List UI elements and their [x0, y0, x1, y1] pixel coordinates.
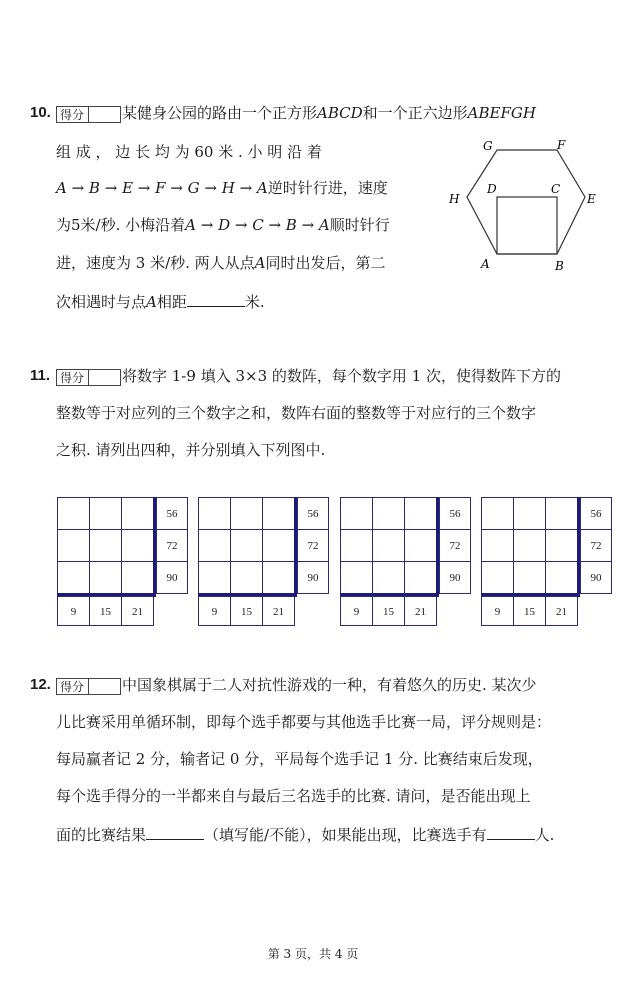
column-sum-label: 9	[340, 596, 373, 626]
q10-hexagon-label: ABEFGH	[467, 104, 536, 122]
q10-path-xiaomei: A → D → C → B → A	[185, 216, 330, 234]
q10-point-a: A	[254, 254, 266, 272]
q12-line3: 每局赢者记 2 分，输者记 0 分，平局每个选手记 1 分. 比赛结束后发现，	[56, 750, 543, 768]
grid-input-cell[interactable]	[372, 561, 405, 594]
q10-text-h: 次相遇时与点	[56, 293, 147, 311]
q10-answer-blank[interactable]	[187, 290, 245, 307]
label-d: D	[487, 182, 497, 196]
grid-input-cell[interactable]	[198, 561, 231, 594]
grid-input-cell[interactable]	[198, 529, 231, 562]
q11-line2: 整数等于对应列的三个数字之和，数阵右面的整数等于对应行的三个数字	[56, 404, 537, 422]
q12-text-c: 人.	[534, 826, 555, 844]
row-product-label: 90	[297, 561, 329, 594]
score-label: 得分	[60, 680, 85, 694]
grid-input-cell[interactable]	[372, 529, 405, 562]
square-shape	[497, 197, 557, 254]
q12-score-box	[56, 676, 121, 695]
q10-line3	[56, 178, 388, 198]
q10-text-d: 为5米/秒. 小梅沿着	[56, 216, 186, 234]
column-sum-label: 21	[262, 596, 295, 626]
grid-input-cell[interactable]	[262, 561, 295, 594]
grid-input-cell[interactable]	[89, 561, 122, 594]
row-product-label: 90	[580, 561, 612, 594]
row-product-label: 90	[439, 561, 471, 594]
grid-input-cell[interactable]	[121, 529, 154, 562]
grid-input-cell[interactable]	[57, 561, 90, 594]
q10-figure	[445, 135, 605, 275]
grid-input-cell[interactable]	[404, 561, 437, 594]
row-product-label: 56	[297, 497, 329, 530]
grid-input-cell[interactable]	[57, 497, 90, 530]
q10-line5	[56, 253, 386, 273]
grid-input-cell[interactable]	[340, 497, 373, 530]
grid-input-cell[interactable]	[513, 529, 546, 562]
grid-input-cell[interactable]	[372, 497, 405, 530]
q11-line3: 之积. 请列出四种，并分别填入下列图中.	[56, 441, 326, 459]
q12-line1: 中国象棋属于二人对抗性游戏的一种，有着悠久的历史. 某次少	[122, 676, 537, 694]
row-product-label: 72	[580, 529, 612, 562]
q10-text-i: 相距	[156, 293, 187, 311]
q10-line2: 组 成 ， 边 长 均 为 60 米 . 小 明 沿 着	[56, 143, 322, 161]
label-b: B	[555, 259, 564, 273]
q11-score-box	[56, 367, 121, 386]
column-sum-label: 15	[513, 596, 546, 626]
label-c: C	[551, 182, 561, 196]
row-product-label: 56	[580, 497, 612, 530]
grid-input-cell[interactable]	[404, 529, 437, 562]
grid-input-cell[interactable]	[121, 497, 154, 530]
q10-text-f: 进，速度为 3 米/秒. 两人从点	[56, 254, 255, 272]
q10-score-box	[56, 104, 121, 123]
q10-text-b: 和一个正六边形	[362, 104, 468, 122]
grid-input-cell[interactable]	[481, 561, 514, 594]
q10-number: 10.	[30, 104, 51, 121]
label-e: E	[587, 192, 596, 206]
column-sum-label: 21	[404, 596, 437, 626]
grid-thick-divider-horizontal	[57, 593, 156, 596]
q12-text-b: （填写能/不能），如果能出现，比赛选手有	[204, 826, 487, 844]
grid-thick-divider-vertical	[153, 497, 156, 597]
label-h: H	[449, 192, 460, 206]
score-label: 得分	[60, 371, 85, 385]
grid-input-cell[interactable]	[545, 561, 578, 594]
grid-thick-divider-horizontal	[481, 593, 580, 596]
hexagon-shape	[467, 150, 585, 254]
grid-input-cell[interactable]	[57, 529, 90, 562]
q12-line2: 儿比赛采用单循环制，即每个选手都要与其他选手比赛一局，评分规则是：	[56, 713, 552, 731]
column-sum-label: 9	[198, 596, 231, 626]
grid-thick-divider-vertical	[577, 497, 580, 597]
q11-line1: 将数字 1-9 填入 3×3 的数阵，每个数字用 1 次，使得数阵下方的	[122, 367, 561, 385]
row-product-label: 72	[439, 529, 471, 562]
q12-number: 12.	[30, 676, 51, 693]
grid-thick-divider-vertical	[294, 497, 297, 597]
label-a: A	[481, 257, 490, 271]
grid-input-cell[interactable]	[404, 497, 437, 530]
page-footer: 第 3 页，共 4 页	[267, 947, 359, 961]
q12-answer-blank-1[interactable]	[146, 823, 204, 840]
column-sum-label: 9	[481, 596, 514, 626]
q12-line4: 每个选手得分的一半都来自与最后三名选手的比赛. 请问，是否能出现上	[56, 787, 531, 805]
q10-square-label: ABCD	[317, 104, 363, 122]
label-f: F	[557, 138, 566, 152]
q10-text-c: 逆时针行进，速度	[267, 179, 388, 197]
column-sum-label: 21	[545, 596, 578, 626]
grid-input-cell[interactable]	[481, 529, 514, 562]
grid-input-cell[interactable]	[230, 529, 263, 562]
grid-input-cell[interactable]	[481, 497, 514, 530]
q12-line5	[56, 823, 554, 845]
q10-text-a: 某健身公园的路由一个正方形	[122, 104, 318, 122]
q10-text-g: 同时出发后，第二	[265, 254, 386, 272]
grid-input-cell[interactable]	[340, 561, 373, 594]
q10-path-xiaoming: A → B → E → F → G → H → A	[56, 179, 268, 197]
column-sum-label: 15	[230, 596, 263, 626]
q11-number: 11.	[30, 367, 51, 384]
q12-text-a: 面的比赛结果	[56, 826, 147, 844]
column-sum-label: 15	[89, 596, 122, 626]
row-product-label: 72	[156, 529, 188, 562]
column-sum-label: 15	[372, 596, 405, 626]
grid-input-cell[interactable]	[230, 561, 263, 594]
q10-point-a-2: A	[146, 293, 157, 311]
q10-line6	[56, 290, 265, 312]
grid-input-cell[interactable]	[545, 497, 578, 530]
q10-line4	[56, 215, 390, 235]
q12-answer-blank-2[interactable]	[487, 823, 535, 840]
row-product-label: 56	[156, 497, 188, 530]
grid-input-cell[interactable]	[198, 497, 231, 530]
column-sum-label: 21	[121, 596, 154, 626]
score-cell[interactable]	[88, 370, 117, 385]
grid-input-cell[interactable]	[230, 497, 263, 530]
score-cell[interactable]	[88, 679, 117, 694]
grid-input-cell[interactable]	[340, 529, 373, 562]
grid-thick-divider-vertical	[436, 497, 439, 597]
label-g: G	[483, 139, 493, 153]
grid-input-cell[interactable]	[262, 529, 295, 562]
row-product-label: 56	[439, 497, 471, 530]
grid-input-cell[interactable]	[89, 497, 122, 530]
row-product-label: 90	[156, 561, 188, 594]
grid-thick-divider-horizontal	[340, 593, 439, 596]
grid-input-cell[interactable]	[513, 561, 546, 594]
score-cell[interactable]	[88, 107, 117, 122]
grid-input-cell[interactable]	[513, 497, 546, 530]
score-label: 得分	[60, 108, 85, 122]
q10-text-j: 米.	[244, 293, 265, 311]
grid-input-cell[interactable]	[545, 529, 578, 562]
grid-thick-divider-horizontal	[198, 593, 297, 596]
grid-input-cell[interactable]	[262, 497, 295, 530]
column-sum-label: 9	[57, 596, 90, 626]
grid-input-cell[interactable]	[89, 529, 122, 562]
q10-line1	[122, 103, 536, 123]
q10-text-e: 顺时针行	[329, 216, 390, 234]
grid-input-cell[interactable]	[121, 561, 154, 594]
row-product-label: 72	[297, 529, 329, 562]
